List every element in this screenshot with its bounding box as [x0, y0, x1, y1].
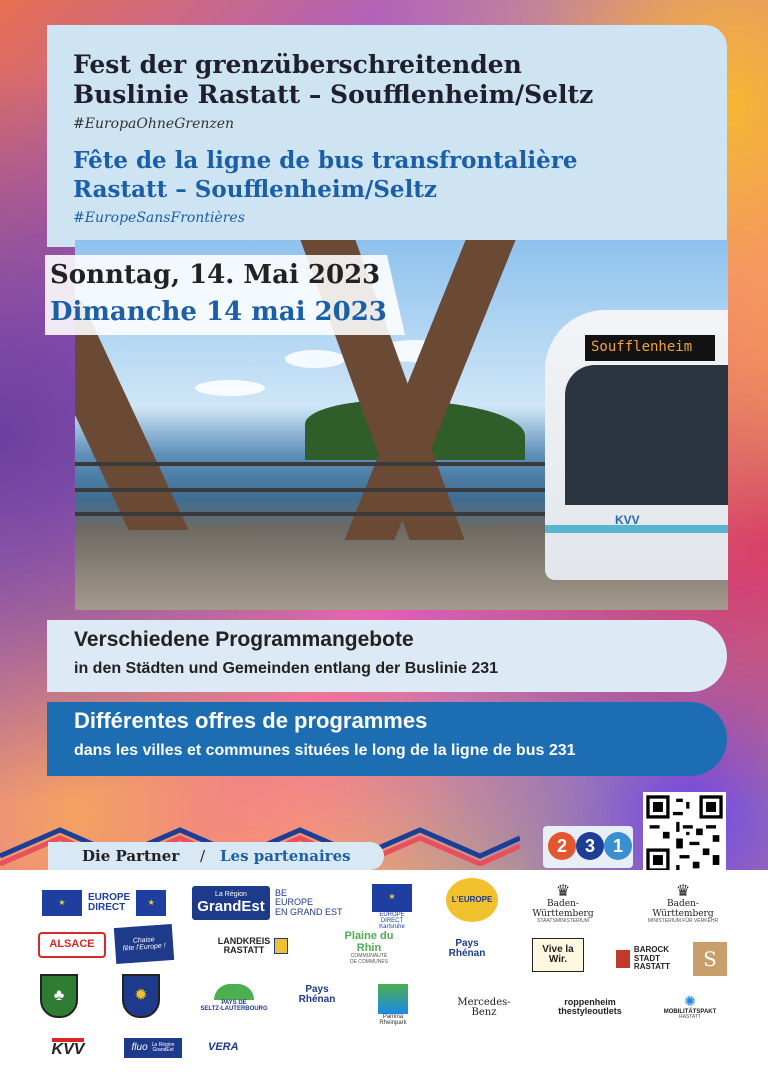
logo-text: KVV [52, 1038, 85, 1059]
title-fr: Fête de la ligne de bus transfrontalière Rastatt – Soufflenheim/Seltz [73, 147, 578, 203]
tree-icon: ♣ [53, 986, 65, 1004]
logo-text: Baden-Württemberg [652, 899, 714, 919]
logo-vive-la-wir [532, 938, 584, 972]
logo-text: VERA [208, 1041, 239, 1054]
logo-text: Pamina Rheinpark [379, 1013, 407, 1026]
star-icon: ✹ [134, 986, 148, 1004]
logo-text: roppenheim thestyleoutlets [558, 996, 622, 1016]
logo-text: EUROPE DIRECT [88, 891, 131, 913]
crest-icon [616, 950, 630, 968]
title-de: Fest der grenzüberschreitenden Buslinie Rastatt – Soufflenheim/Seltz [73, 50, 594, 109]
logo-text: Chaise fête l'Europe ! [122, 935, 166, 953]
logo-text: GrandEst [197, 897, 265, 915]
hashtag-de: #EuropaOhneGrenzen [73, 116, 235, 132]
logo-europe-direct [42, 888, 172, 918]
logo-roppenheim [544, 996, 636, 1018]
hashtag-fr: #EuropeSansFrontières [73, 210, 245, 226]
program-subtitle-de: in den Städten und Gemeinden entlang der Buslinie 231 [74, 660, 499, 677]
logo-text: Pays Rhénan [298, 983, 336, 1005]
crest-icon [274, 938, 288, 954]
logo-europe-direct-karlsruhe [368, 882, 416, 932]
eu-flag-icon: ★ [372, 884, 412, 912]
program-title-fr: Différentes offres de programmes [74, 708, 428, 733]
bus-logo: KVV [615, 513, 640, 527]
logo-text: fluo [131, 1041, 148, 1053]
logo-text: RASTATT [678, 1013, 702, 1020]
logo-fluo-grand-est [124, 1038, 182, 1058]
logo-text: La Région [215, 891, 247, 899]
logo-landkreis-rastatt [210, 932, 296, 960]
logo-mercedes-benz [446, 996, 522, 1018]
partner-logos [0, 870, 768, 1085]
logo-text: STAATSMINISTERIUM [537, 918, 589, 925]
logo-text: BE EUROPE EN GRAND EST [275, 887, 343, 917]
logo-baden-wuerttemberg-vm [640, 884, 726, 924]
logo-pamina-rheinpark [368, 978, 418, 1032]
landscape-icon [378, 984, 408, 1014]
logo-commune-crest-1 [40, 974, 78, 1018]
logo-text: EUROPE DIRECT Karlsruhe [379, 911, 405, 931]
logo-text: Vive la Wir. [542, 943, 574, 965]
logo-baden-wuerttemberg-stm [520, 884, 606, 924]
partner-label-de: Die Partner [82, 847, 180, 865]
s-icon: S [703, 946, 717, 971]
logo-kvv [40, 1032, 96, 1064]
bus [545, 310, 728, 580]
logo-europe-quiz [446, 878, 498, 922]
date-fr: Dimanche 14 mai 2023 [50, 297, 387, 327]
logo-text: La Région GrandEst [151, 1041, 175, 1053]
logo-barockstadt-rastatt [610, 942, 676, 976]
crest-icon: ♛ [675, 882, 691, 900]
line-digit: 3 [576, 832, 604, 860]
crest-icon: ♛ [555, 882, 571, 900]
partner-separator: / [200, 847, 206, 865]
logo-pays-rhenan-tourisme [292, 970, 342, 1020]
line-digit: 2 [548, 832, 576, 860]
bus-destination-sign: Soufflenheim [585, 335, 715, 361]
logo-text: L'EUROPE [451, 894, 493, 904]
landscape-icon [214, 984, 254, 1000]
logo-alsace [38, 932, 106, 958]
logo-text: MINISTERIUM FÜR VERKEHR [647, 918, 719, 925]
logo-be-europe [275, 886, 355, 920]
qr-code[interactable] [643, 792, 726, 875]
logo-text: PAYS DE SELTZ-LAUTERBOURG [200, 999, 268, 1012]
logo-soufflenheim-s [693, 942, 727, 976]
logo-text: BAROCK STADT RASTATT [633, 945, 671, 972]
date-de: Sonntag, 14. Mai 2023 [50, 260, 381, 290]
eu-flag-icon: ★ [136, 890, 166, 916]
program-subtitle-fr: dans les villes et communes situées le long de la ligne de bus 231 [74, 742, 576, 759]
logo-text: LANDKREIS RASTATT [217, 935, 271, 955]
logo-text: Mercedes-Benz [457, 996, 511, 1018]
logo-grand-est [192, 886, 270, 920]
program-title-de: Verschiedene Programmangebote [74, 628, 414, 651]
bus-windshield [565, 365, 728, 505]
logo-vera [208, 1038, 272, 1058]
partner-label-fr: Les partenaires [220, 847, 351, 865]
eu-flag-icon: ★ [42, 890, 82, 916]
cloud [285, 350, 345, 368]
logo-text: ALSACE [49, 938, 95, 951]
cloud [195, 380, 265, 396]
logo-pays-rhenan [442, 926, 492, 972]
line-digit: 1 [604, 832, 632, 860]
logo-plaine-du-rhin [336, 926, 402, 970]
logo-seltz-lauterbourg [198, 978, 270, 1018]
logo-commune-crest-2 [122, 974, 160, 1018]
qr-code-icon [643, 792, 726, 875]
network-icon: ✺ [684, 992, 696, 1009]
logo-text: MOBILITÄTSPAKT [663, 1008, 717, 1015]
logo-text: Baden-Württemberg [532, 899, 594, 919]
logo-text: COMMUNAUTÉ DE COMMUNES [349, 953, 389, 965]
logo-text: Plaine du Rhin [344, 930, 394, 954]
logo-mobilitaetspakt [654, 988, 726, 1026]
logo-text: Pays Rhénan [448, 937, 486, 959]
logo-chaise-fete-europe [114, 924, 174, 964]
